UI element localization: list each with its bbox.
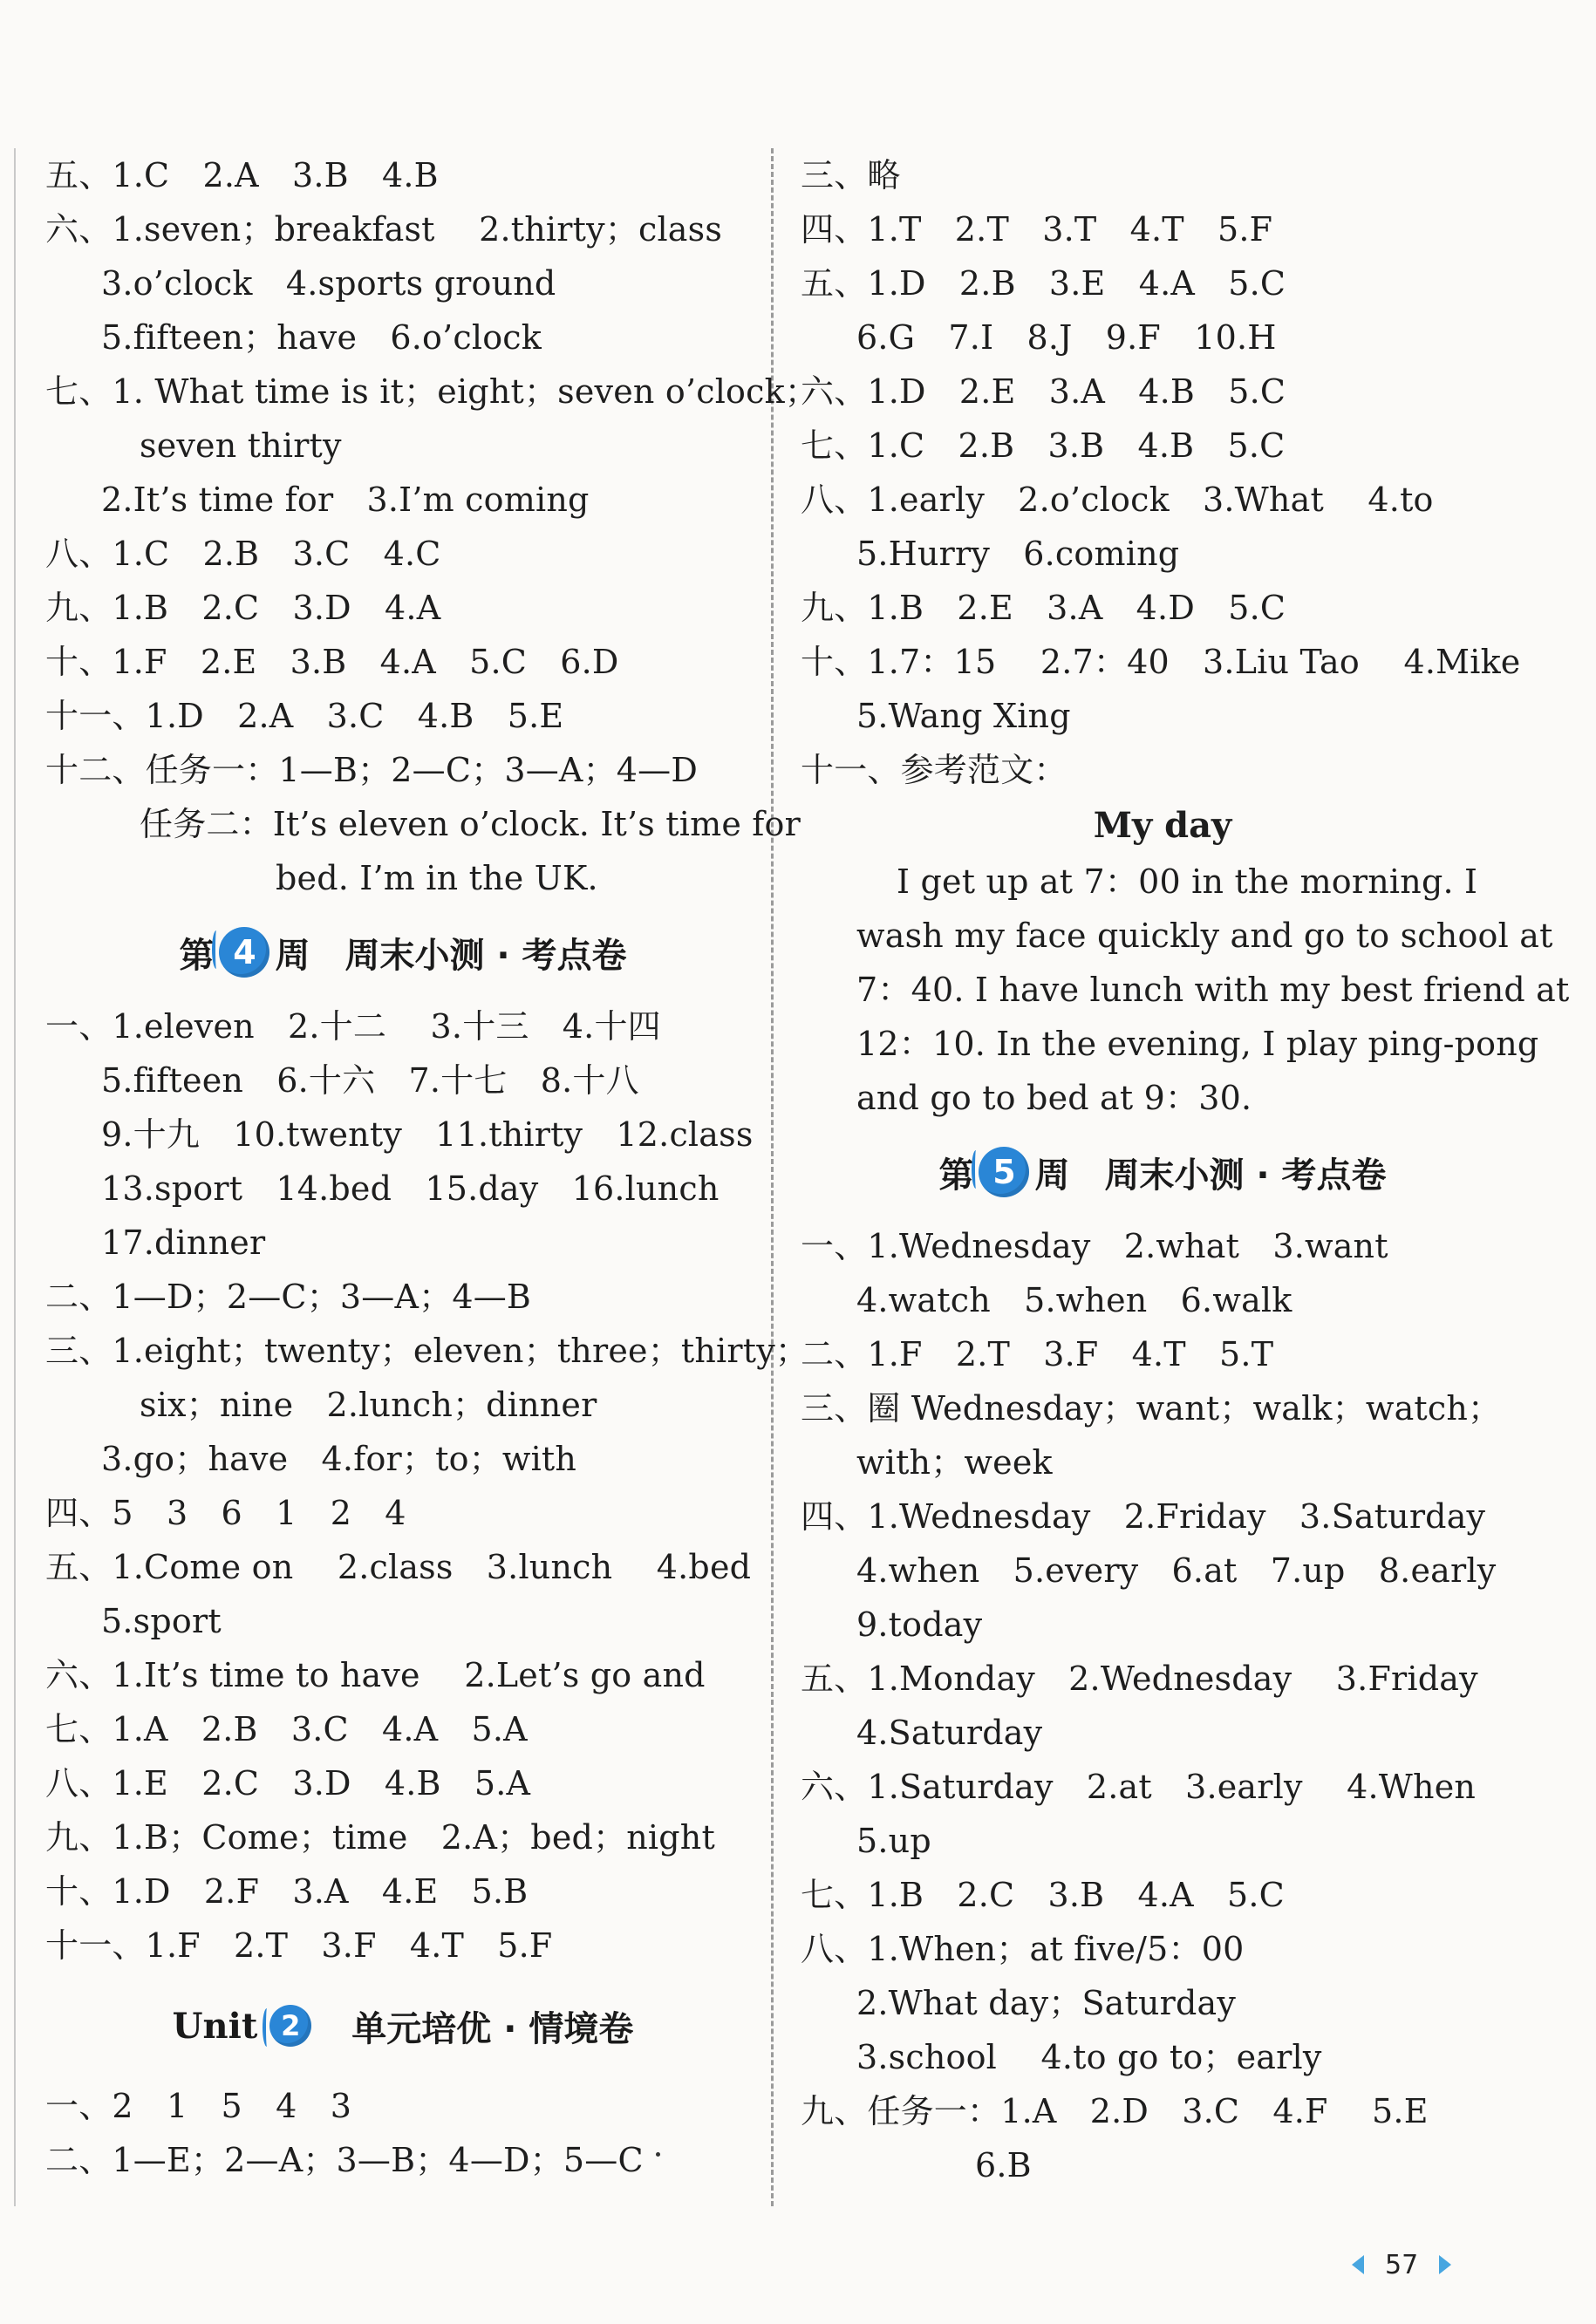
answer-line: 八、1.C 2.B 3.C 4.C: [45, 535, 441, 573]
answer-line: 6.B: [975, 2146, 1032, 2184]
section-title: 周末小测 · 考点卷: [344, 935, 627, 976]
stray-dot: [656, 2152, 660, 2157]
page-footer: [1352, 2246, 1451, 2284]
answer-line: 七、1.B 2.C 3.B 4.A 5.C: [801, 1876, 1285, 1914]
section-suffix: 周: [275, 935, 310, 976]
answer-line: 3.o’clock 4.sports ground: [101, 264, 556, 303]
answer-line: 四、5 3 6 1 2 4: [45, 1494, 406, 1532]
section-heading-week5: [801, 1125, 1524, 1219]
page-number: 57: [1385, 2249, 1419, 2280]
section-suffix: 周: [1034, 1155, 1070, 1196]
answer-line: 九、1.B；Come；time 2.A；bed；night: [45, 1818, 715, 1857]
answer-line: bed. I’m in the UK.: [276, 859, 598, 897]
unit-number-badge: 2: [269, 2005, 311, 2047]
answer-line: 五、1.Monday 2.Wednesday 3.Friday: [801, 1660, 1478, 1698]
essay-line: I get up at 7：00 in the morning. I: [897, 862, 1478, 901]
answer-line: 九、任务一：1.A 2.D 3.C 4.F 5.E: [801, 2092, 1429, 2130]
answer-line: 5.up: [856, 1822, 931, 1860]
answer-line: 二、1.F 2.T 3.F 4.T 5.T: [801, 1335, 1274, 1373]
column-divider: [771, 148, 774, 2206]
answer-line: 十一、1.D 2.A 3.C 4.B 5.E: [45, 697, 564, 735]
answer-line: 九、1.B 2.E 3.A 4.D 5.C: [801, 589, 1286, 627]
answer-line: 三、略: [801, 156, 901, 194]
section-heading-unit2: [45, 1973, 760, 2079]
answer-line: seven thirty: [140, 426, 342, 465]
section-prefix: Unit: [172, 2005, 258, 2047]
section-title: 单元培优 · 情境卷: [351, 2008, 634, 2049]
answer-line: 七、1.C 2.B 3.B 4.B 5.C: [801, 426, 1286, 465]
answer-line: six；nine 2.lunch；dinner: [140, 1386, 597, 1424]
answer-line: 三、1.eight；twenty；eleven；three；thirty；: [45, 1332, 809, 1370]
answer-line: 八、1.early 2.o’clock 3.What 4.to: [801, 480, 1434, 519]
answer-line: 4.Saturday: [856, 1714, 1043, 1752]
answer-line: 十一、参考范文：: [801, 751, 1067, 789]
left-margin-rule: [14, 148, 16, 2206]
answer-line: 六、1.Saturday 2.at 3.early 4.When: [801, 1768, 1477, 1806]
essay-line: and go to bed at 9：30.: [856, 1079, 1252, 1117]
answer-line: 任务二：It’s eleven o’clock. It’s time for: [140, 805, 801, 843]
answer-line: 3.school 4.to go to；early: [856, 2038, 1322, 2076]
answer-line: 2.It’s time for 3.I’m coming: [101, 480, 590, 519]
week-number-badge: 5: [979, 1147, 1029, 1197]
answer-line: 一、2 1 5 4 3: [45, 2087, 352, 2125]
answer-line: 17.dinner: [101, 1223, 266, 1262]
answer-line: 5.Hurry 6.coming: [856, 535, 1180, 573]
answer-line: 八、1.When；at five/5：00: [801, 1930, 1245, 1968]
answer-line: 2.What day；Saturday: [856, 1984, 1237, 2022]
answer-line: 4.watch 5.when 6.walk: [856, 1281, 1292, 1319]
answer-line: 七、1.A 2.B 3.C 4.A 5.A: [45, 1710, 528, 1748]
answer-line: 9.today: [856, 1605, 983, 1644]
essay-line: 12：10. In the evening, I play ping-pong: [856, 1025, 1539, 1063]
answer-line: 十一、1.F 2.T 3.F 4.T 5.F: [45, 1926, 553, 1965]
section-heading-week4: [45, 905, 760, 999]
answer-line: 3.go；have 4.for；to；with: [101, 1440, 577, 1478]
answer-line: 四、1.Wednesday 2.Friday 3.Saturday: [801, 1497, 1486, 1536]
answer-line: 二、1—E；2—A；3—B；4—D；5—C: [45, 2141, 644, 2179]
answer-line: 6.G 7.I 8.J 9.F 10.H: [856, 318, 1277, 357]
answer-line: 十、1.7：15 2.7：40 3.Liu Tao 4.Mike: [801, 643, 1521, 681]
answer-line: 5.sport: [101, 1602, 222, 1640]
answer-line: 5.fifteen 6.十六 7.十七 8.十八: [101, 1061, 639, 1100]
answer-line: 9.十九 10.twenty 11.thirty 12.class: [101, 1115, 754, 1154]
section-prefix: 第: [938, 1155, 974, 1196]
answer-line: 六、1.seven；breakfast 2.thirty；class: [45, 210, 723, 249]
answer-line: 五、1.D 2.B 3.E 4.A 5.C: [801, 264, 1286, 303]
right-column: [801, 148, 1570, 2192]
answer-line: 五、1.Come on 2.class 3.lunch 4.bed: [45, 1548, 752, 1586]
answer-line: 5.Wang Xing: [856, 697, 1071, 735]
answer-line: 13.sport 14.bed 15.day 16.lunch: [101, 1169, 720, 1208]
answer-line: 七、1. What time is it；eight；seven o’clock；: [45, 372, 819, 411]
next-arrow-icon: [1439, 2255, 1451, 2274]
answer-line: 5.fifteen；have 6.o’clock: [101, 318, 542, 357]
answer-line: 一、1.eleven 2.十二 3.十三 4.十四: [45, 1007, 661, 1046]
answer-line: with；week: [856, 1443, 1053, 1482]
answer-line: 一、1.Wednesday 2.what 3.want: [801, 1227, 1388, 1265]
answer-line: 十二、任务一：1—B；2—C；3—A；4—D: [45, 751, 699, 789]
section-prefix: 第: [179, 935, 215, 976]
answer-line: 九、1.B 2.C 3.D 4.A: [45, 589, 441, 627]
answer-line: 六、1.It’s time to have 2.Let’s go and: [45, 1656, 706, 1694]
answer-line: 八、1.E 2.C 3.D 4.B 5.A: [45, 1764, 531, 1803]
left-column: [45, 148, 819, 2187]
section-title: 周末小测 · 考点卷: [1104, 1155, 1387, 1196]
answer-line: 三、圈 Wednesday；want；walk；watch；: [801, 1389, 1502, 1428]
essay-line: wash my face quickly and go to school at: [856, 917, 1553, 955]
essay-title: My day: [1093, 805, 1232, 846]
answer-line: 二、1—D；2—C；3—A；4—B: [45, 1278, 532, 1316]
answer-line: 四、1.T 2.T 3.T 4.T 5.F: [801, 210, 1273, 249]
week-number-badge: 4: [219, 927, 269, 978]
answer-line: 十、1.F 2.E 3.B 4.A 5.C 6.D: [45, 643, 619, 681]
essay-line: 7：40. I have lunch with my best friend at: [856, 971, 1570, 1009]
answer-line: 4.when 5.every 6.at 7.up 8.early: [856, 1551, 1497, 1590]
answer-line: 六、1.D 2.E 3.A 4.B 5.C: [801, 372, 1286, 411]
answer-line: 五、1.C 2.A 3.B 4.B: [45, 156, 439, 194]
previous-arrow-icon: [1352, 2255, 1364, 2274]
answer-line: 十、1.D 2.F 3.A 4.E 5.B: [45, 1872, 529, 1911]
